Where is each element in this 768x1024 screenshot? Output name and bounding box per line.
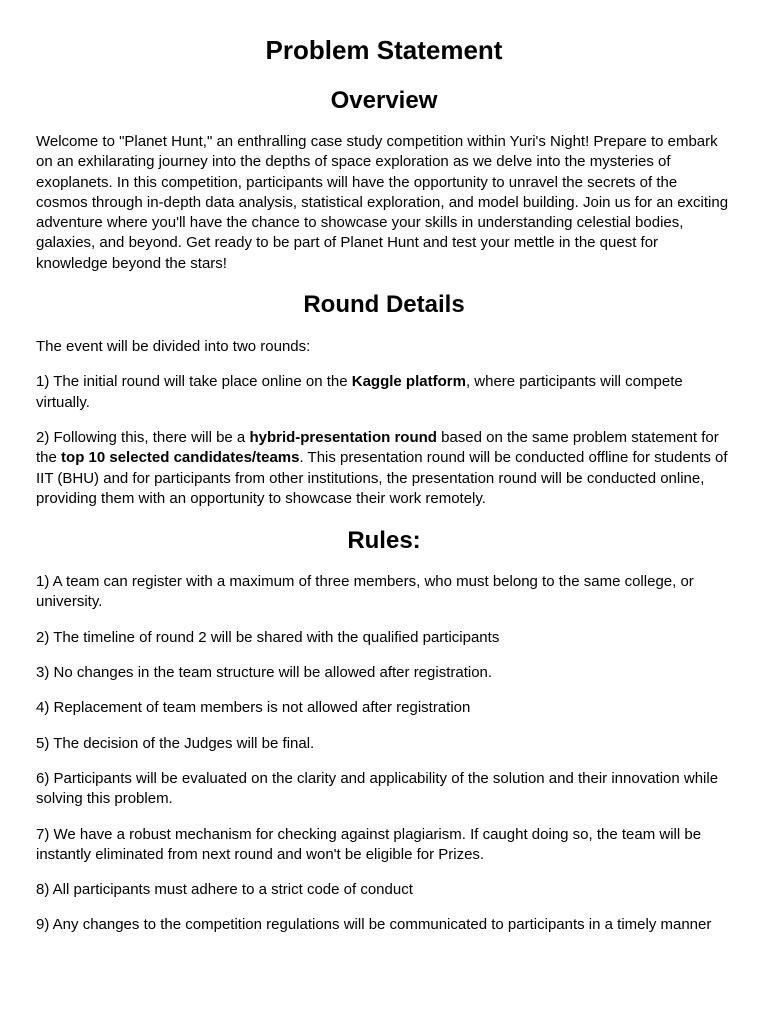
rule-item: 8) All participants must adhere to a strict code of conduct (36, 881, 413, 899)
round-1-paragraph (36, 372, 732, 413)
overview-paragraph: Welcome to "Planet Hunt," an enthralling case study competition within Yuri's Night! Prepare to embark on an exhilarating journey into the depths of space exploration as we delve into the mysteries of exoplanets. In this competition, participants will have the opportunity to unravel the secrets of the cosmos through in-depth data analysis, statistical exploration, and model building. Join us for an exciting adventure where you'll have the chance to showcase your skills in understanding celestial bodies, galaxies, and beyond. Get ready to be part of Planet Hunt and test your mettle in the quest for knowledge beyond the stars! (36, 133, 729, 272)
round-1-bold: Kaggle platform (351, 373, 466, 391)
round-1-suffix: , where participants will compete virtually. (36, 373, 683, 411)
round-1-prefix: 1) The initial round will take place online on the (36, 373, 352, 391)
round-details-intro: The event will be divided into two rounds: (36, 338, 311, 356)
rule-item: 7) We have a robust mechanism for checking against plagiarism. If caught doing so, the team will be instantly eliminated from next round and won't be eligible for Prizes. (36, 825, 702, 863)
rule-item: 5) The decision of the Judges will be final. (36, 734, 315, 752)
overview-heading: Overview (330, 87, 438, 114)
rule-item: 1) A team can register with a maximum of three members, who must belong to the same college, or university. (36, 573, 694, 611)
round-2-bold-2: top 10 selected candidates/teams (61, 449, 300, 467)
rule-item: 3) No changes in the team structure will be allowed after registration. (36, 664, 493, 682)
rule-item: 2) The timeline of round 2 will be shared with the qualified participants (36, 628, 500, 646)
round-2-paragraph (36, 428, 732, 509)
rules-heading: Rules: (347, 527, 421, 555)
rule-item: 9) Any changes to the competition regulations will be communicated to participants in a timely manner (36, 916, 712, 934)
rule-item: 6) Participants will be evaluated on the clarity and applicability of the solution and their innovation while solving this problem. (36, 769, 719, 808)
round-2-prefix: 2) Following this, there will be a (36, 428, 250, 446)
round-2-bold-1: hybrid-presentation round (249, 428, 437, 446)
round-2-suffix: . This presentation round will be conducted offline for students of IIT (BHU) and for participants from other institutions, the presentation round will be conducted online, providing them with an opportunity to showcase their work remotely. (36, 449, 728, 507)
round-details-heading: Round Details (303, 291, 465, 319)
page-title: Problem Statement (265, 35, 503, 65)
rule-item: 4) Replacement of team members is not allowed after registration (36, 699, 471, 717)
rules-list (36, 572, 732, 936)
round-2-middle: based on the same problem statement for the (36, 428, 719, 467)
